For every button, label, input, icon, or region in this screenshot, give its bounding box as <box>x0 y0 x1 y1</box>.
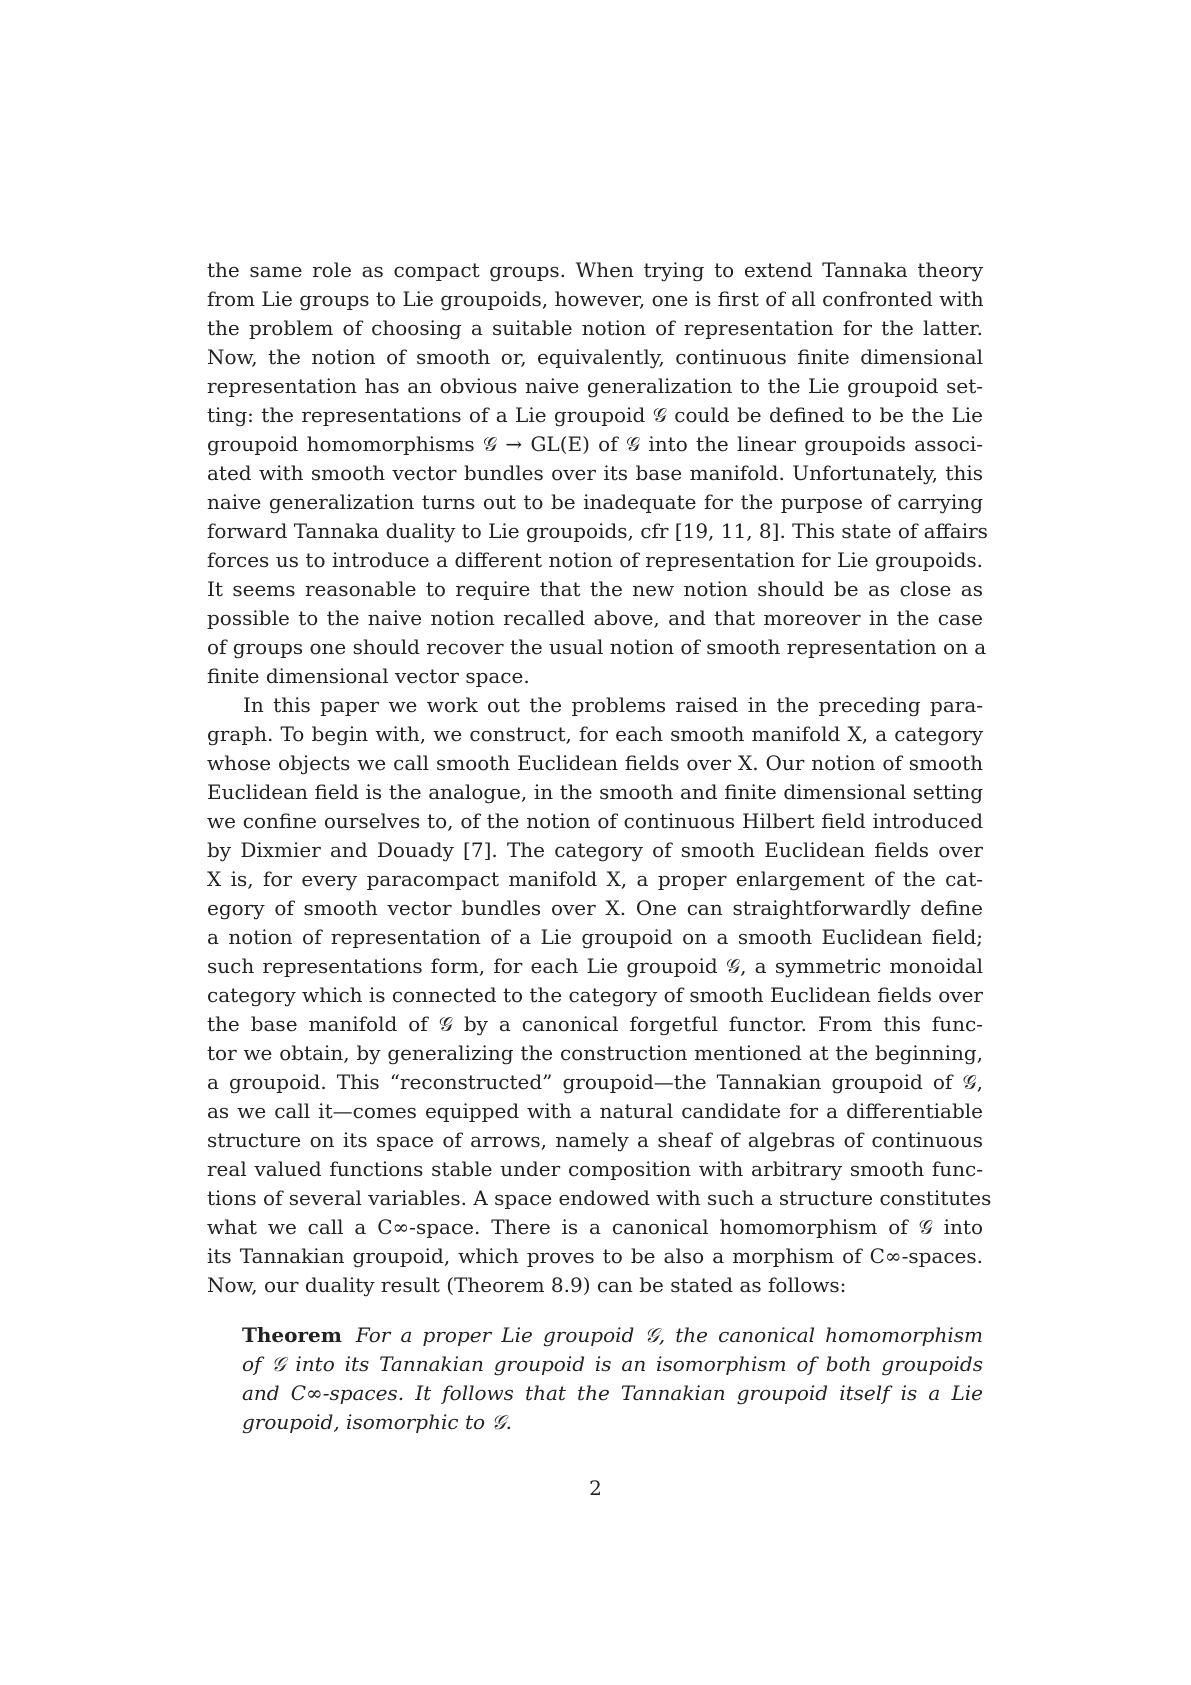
text-line: Euclidean field is the analogue, in the smooth and finite dimensional setting <box>207 780 983 804</box>
text-line: the same role as compact groups. When trying to extend Tannaka theory <box>207 258 983 282</box>
text-line: graph. To begin with, we construct, for each smooth manifold X, a category <box>207 722 983 746</box>
text-line: In this paper we work out the problems raised in the preceding para- <box>243 693 983 717</box>
text-line: naive generalization turns out to be inadequate for the purpose of carrying <box>207 490 983 514</box>
text-line: finite dimensional vector space. <box>207 664 530 688</box>
text-line: X is, for every paracompact manifold X, a proper enlargement of the cat- <box>207 867 983 891</box>
text-line: ting: the representations of a Lie groupoid 𝒢 could be defined to be the Lie <box>207 403 983 427</box>
text-line: what we call a C∞-space. There is a canonical homomorphism of 𝒢 into <box>207 1215 983 1239</box>
text-line: its Tannakian groupoid, which proves to be also a morphism of C∞-spaces. <box>207 1244 983 1268</box>
text-line: as we call it—comes equipped with a natural candidate for a differentiable <box>207 1099 983 1123</box>
text-line: category which is connected to the category of smooth Euclidean fields over <box>207 983 983 1007</box>
paragraph-2 <box>207 691 992 1300</box>
text-line: by Dixmier and Douady [7]. The category of smooth Euclidean fields over <box>207 838 983 862</box>
text-line: egory of smooth vector bundles over X. One can straightforwardly define <box>207 896 983 920</box>
theorem-block <box>242 1321 983 1437</box>
text-line: of groups one should recover the usual notion of smooth representation on a <box>207 635 987 659</box>
theorem-label: Theorem <box>242 1323 342 1347</box>
text-line: It seems reasonable to require that the new notion should be as close as <box>207 577 983 601</box>
text-line: a notion of representation of a Lie groupoid on a smooth Euclidean field; <box>207 925 983 949</box>
text-line: tions of several variables. A space endowed with such a structure constitutes <box>207 1186 992 1210</box>
text-line: tor we obtain, by generalizing the construction mentioned at the beginning, <box>207 1041 983 1065</box>
theorem-line <box>242 1321 983 1350</box>
text-line: possible to the naive notion recalled above, and that moreover in the case <box>207 606 983 630</box>
theorem-text: For a proper Lie groupoid 𝒢, the canonical homomorphism <box>355 1323 983 1347</box>
text-line: forces us to introduce a different notion of representation for Lie groupoids. <box>207 548 983 572</box>
text-line: from Lie groups to Lie groupoids, however, one is first of all confronted with <box>207 287 984 311</box>
theorem-line: groupoid, isomorphic to 𝒢. <box>242 1410 512 1434</box>
theorem-line: and C∞-spaces. It follows that the Tannakian groupoid itself is a Lie <box>242 1381 983 1405</box>
text-line: the base manifold of 𝒢 by a canonical forgetful functor. From this func- <box>207 1012 983 1036</box>
page-number: 2 <box>589 1476 602 1500</box>
text-line: real valued functions stable under composition with arbitrary smooth func- <box>207 1157 983 1181</box>
text-line: whose objects we call smooth Euclidean fields over X. Our notion of smooth <box>207 751 983 775</box>
text-line: Now, the notion of smooth or, equivalently, continuous finite dimensional <box>207 345 983 369</box>
theorem-line: of 𝒢 into its Tannakian groupoid is an isomorphism of both groupoids <box>242 1352 983 1376</box>
text-line: ated with smooth vector bundles over its base manifold. Unfortunately, this <box>207 461 983 485</box>
text-line: we confine ourselves to, of the notion of continuous Hilbert field introduced <box>207 809 983 833</box>
paragraph-1 <box>207 256 988 691</box>
text-line: Now, our duality result (Theorem 8.9) can be stated as follows: <box>207 1273 847 1297</box>
body-text <box>207 256 992 1300</box>
text-line: the problem of choosing a suitable notion of representation for the latter. <box>207 316 983 340</box>
text-line: such representations form, for each Lie groupoid 𝒢, a symmetric monoidal <box>207 954 983 978</box>
text-line: structure on its space of arrows, namely a sheaf of algebras of continuous <box>207 1128 983 1152</box>
text-line: groupoid homomorphisms 𝒢 → GL(E) of 𝒢 into the linear groupoids associ- <box>207 432 983 456</box>
text-line: a groupoid. This “reconstructed” groupoid—the Tannakian groupoid of 𝒢, <box>207 1070 983 1094</box>
text-line: forward Tannaka duality to Lie groupoids, cfr [19, 11, 8]. This state of affairs <box>207 519 988 543</box>
text-line: representation has an obvious naive generalization to the Lie groupoid set- <box>207 374 983 398</box>
